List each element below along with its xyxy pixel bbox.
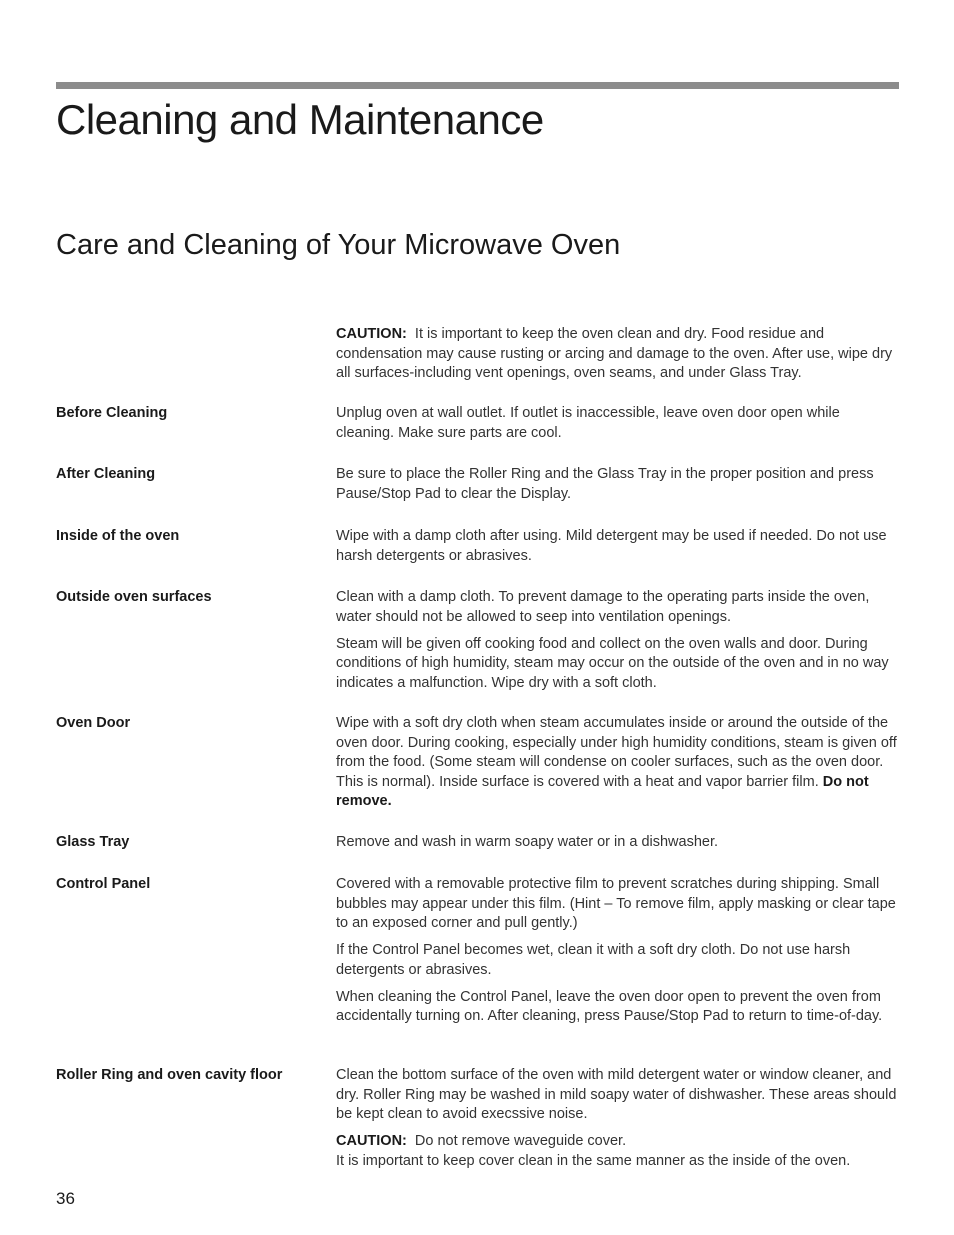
section-body	[336, 527, 900, 566]
section-body	[336, 404, 900, 443]
section-body	[336, 833, 900, 853]
caution-label: CAUTION:	[336, 1133, 407, 1149]
section-label: Before Cleaning	[56, 405, 168, 421]
section-body	[336, 588, 900, 693]
caution-text: Do not remove waveguide cover.	[414, 1133, 627, 1149]
section-body	[336, 875, 900, 1027]
section-paragraph: Be sure to place the Roller Ring and the Glass Tray in the proper position and press Pause/Stop Pad to clear the Display.	[336, 466, 874, 502]
section-label: After Cleaning	[56, 466, 156, 482]
section-label: Glass Tray	[56, 834, 130, 850]
intro-text	[336, 325, 900, 384]
section-paragraph: Clean the bottom surface of the oven with mild detergent water or window cleaner, and dry. Roller Ring may be washed in mild soapy water of dishwasher. These areas should be kept clean to avoid execssive noise.	[336, 1067, 897, 1122]
page-number: 36	[56, 1189, 75, 1208]
section-label: Roller Ring and oven cavity floor	[56, 1067, 283, 1083]
section-paragraph: Wipe with a damp cloth after using. Mild detergent may be used if needed. Do not use harsh detergents or abrasives.	[336, 528, 887, 564]
intro-caution-text: It is important to keep the oven clean and dry. Food residue and condensation may cause rusting or arcing and damage to the oven. After use, wipe dry all surfaces-including vent openings, oven seams, and under Glass Tray.	[336, 326, 893, 381]
section-paragraph: Remove and wash in warm soapy water or in a dishwasher.	[336, 834, 719, 850]
section-label: Outside oven surfaces	[56, 589, 212, 605]
section-label: Oven Door	[56, 715, 131, 731]
section-paragraph	[336, 714, 900, 812]
section-body	[336, 714, 900, 812]
section-title: Care and Cleaning of Your Microwave Oven	[56, 229, 621, 261]
do-not-remove-emphasis: Do not remove.	[336, 773, 869, 809]
section-paragraph: When cleaning the Control Panel, leave the oven door open to prevent the oven from accidentally turning on. After cleaning, press Pause/Stop Pad to return to time-of-day.	[336, 988, 883, 1024]
section-label: Inside of the oven	[56, 528, 180, 544]
intro-paragraph	[336, 325, 900, 384]
section-paragraph: Unplug oven at wall outlet. If outlet is inaccessible, leave oven door open while cleaning. Make sure parts are cool.	[336, 405, 840, 441]
section-body	[336, 1066, 900, 1171]
section-paragraph: Covered with a removable protective film to prevent scratches during shipping. Small bubbles may appear under this film. (Hint – To remove film, apply masking or clear tape to an exposed corner and pull gently.)	[336, 876, 896, 931]
section-paragraph: Steam will be given off cooking food and collect on the oven walls and door. During conditions of high humidity, steam may occur on the outside of the oven and in no way indicates a malfunction. Wipe dry with a soft cloth.	[336, 635, 889, 691]
section-label: Control Panel	[56, 876, 151, 892]
caution-followup: It is important to keep cover clean in the same manner as the inside of the oven.	[336, 1152, 851, 1169]
section-paragraph: If the Control Panel becomes wet, clean it with a soft dry cloth. Do not use harsh detergents or abrasives.	[336, 942, 851, 978]
caution-label: CAUTION:	[336, 326, 407, 342]
caution-paragraph	[336, 1132, 900, 1171]
oven-door-text: Wipe with a soft dry cloth when steam accumulates inside or around the outside of the oven door. During cooking, especially under high humidity conditions, steam is given off from the food. (Some steam will condense on cooler surfaces, such as the oven door. This is normal). Inside surface is covered with a heat and vapor barrier film.	[336, 715, 897, 790]
header-rule	[56, 82, 899, 89]
page-title: Cleaning and Maintenance	[56, 96, 544, 143]
section-paragraph: Clean with a damp cloth. To prevent damage to the operating parts inside the oven, water should not be allowed to seep into ventilation openings.	[336, 589, 870, 625]
section-body	[336, 465, 900, 504]
